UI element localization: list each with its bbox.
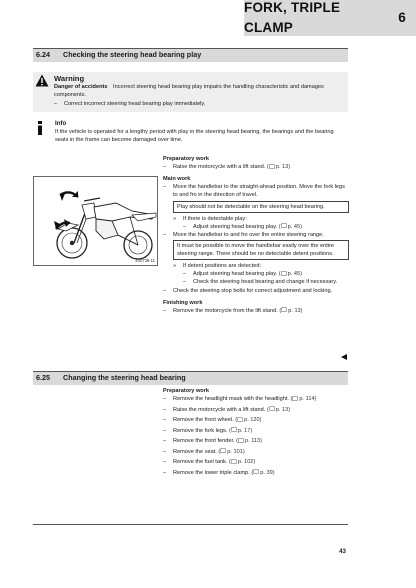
page-reference-icon (231, 459, 237, 464)
warning-title: Warning (54, 74, 85, 83)
preparatory-steps (163, 395, 349, 477)
page-reference-icon (237, 417, 243, 422)
list-item: – Remove the front wheel. ( p. 120) (163, 417, 262, 424)
list-item: – Move the handlebar to and fro over the entire steering range. (163, 231, 324, 238)
section-title: Changing the steering head bearing (63, 373, 186, 383)
warning-body (54, 83, 344, 108)
warning-triangle-icon (35, 74, 49, 87)
note-box: It must be possible to move the handlebar easily over the entire steering range. There should be no detectable detent positions. (173, 240, 349, 260)
procedure-6-24 (163, 155, 349, 315)
page-reference[interactable]: p. 13 (288, 307, 301, 314)
page-reference-icon (269, 164, 275, 169)
page-reference-icon (281, 271, 287, 276)
info-icon (35, 121, 45, 135)
chapter-number: 6 (398, 10, 406, 26)
page-reference[interactable]: p. 113 (245, 438, 261, 445)
page-reference-icon (292, 396, 298, 401)
page-reference[interactable]: p. 13 (275, 406, 289, 413)
list-item: – Remove the lower triple clamp. ( p. 39) (163, 469, 275, 476)
footer-divider (33, 524, 348, 525)
page-reference-icon (238, 438, 244, 443)
page-reference-icon (281, 223, 287, 228)
list-item: – Raise the motorcycle with a lift stand. ( p. 13) (163, 164, 291, 171)
list-item: – Remove the front fender. ( p. 113) (163, 438, 263, 445)
list-item: – Remove the seat. ( p. 101) (163, 448, 245, 455)
page-reference[interactable]: p. 45 (287, 223, 301, 230)
page-reference-icon (231, 427, 237, 432)
page-reference[interactable]: p. 45 (287, 271, 301, 278)
condition-item: » If there is detectable play: (173, 215, 247, 222)
info-text: If the vehicle is operated for a lengthy period with play in the steering head bearing, the bearings and the bearing seats in the frame can become damaged over time. (55, 129, 334, 144)
note-box: Play should not be detectable on the steering head bearing. (173, 201, 349, 213)
preparatory-heading: Preparatory work (163, 156, 210, 162)
page-reference-icon (269, 406, 275, 411)
page-number: 43 (339, 548, 346, 555)
page-reference-icon (281, 307, 287, 312)
page-reference[interactable]: p. 120 (244, 417, 260, 424)
page-reference[interactable]: p. 39 (260, 469, 273, 476)
figure-id: 400738-11 (135, 257, 155, 263)
list-item: – Raise the motorcycle with a lift stand. ( p. 13) (163, 406, 291, 413)
section-number: 6.24 (36, 50, 50, 60)
chapter-title: FORK, TRIPLE CLAMP (244, 0, 341, 35)
list-item: – Check the steering head bearing and change if necessary. (183, 279, 338, 286)
list-item: – Adjust steering head bearing play. ( p. 45) (183, 223, 302, 230)
page-reference[interactable]: p. 102 (237, 459, 254, 466)
list-item: – Remove the motorcycle from the lift stand. ( p. 13) (163, 307, 303, 314)
condition-item: » If detent positions are detected: (173, 263, 262, 270)
page-reference-icon (253, 469, 259, 474)
list-item: – Remove the fuel tank. ( p. 102) (163, 459, 256, 466)
info-title: Info (55, 120, 67, 127)
page-reference[interactable]: p. 17 (237, 427, 251, 434)
motorcycle-illustration (34, 177, 157, 265)
procedure-6-25 (163, 387, 349, 479)
page-reference[interactable]: p. 114 (299, 396, 315, 403)
section-heading (33, 371, 348, 385)
list-item: – Check the steering stop bolts for correct adjustment and locking. (163, 287, 333, 294)
page-reference-icon (220, 448, 226, 453)
page-reference[interactable]: p. 101 (227, 448, 243, 455)
section-number: 6.25 (36, 373, 50, 383)
list-item: – Move the handlebar to the straight-ahead position. Move the fork legs to and fro in the direction of travel. (163, 184, 345, 199)
warning-text: Incorrect steering head bearing play impairs the handling characteristic and damages components. (54, 84, 324, 99)
list-item: – Adjust steering head bearing play. ( p. 45) (183, 271, 302, 278)
warning-box (33, 72, 348, 112)
chapter-header (244, 0, 416, 36)
warning-action: – Correct incorrect steering head bearing play immediately. (54, 101, 206, 108)
page-reference[interactable]: p. 13 (275, 164, 289, 171)
section-title: Checking the steering head bearing play (63, 50, 202, 60)
end-of-section-mark (341, 354, 347, 360)
list-item: – Remove the fork legs. ( p. 17) (163, 427, 253, 434)
section-heading (33, 48, 348, 62)
main-heading: Main work (163, 176, 191, 183)
preparatory-heading: Preparatory work (163, 388, 210, 394)
motorcycle-figure (33, 176, 158, 266)
finishing-heading: Finishing work (163, 299, 203, 306)
list-item: – Remove the headlight mask with the headlight. ( p. 114) (163, 396, 317, 403)
warning-lead: Danger of accidents (54, 84, 108, 90)
